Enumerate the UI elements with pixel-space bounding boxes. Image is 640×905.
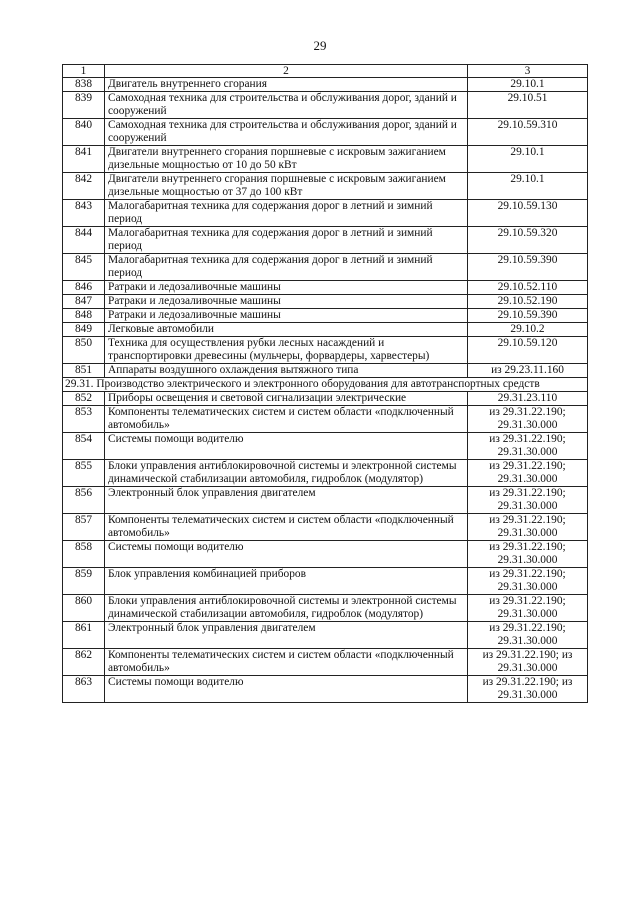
row-name: Ратраки и ледозаливочные машины <box>105 295 468 309</box>
table-row <box>63 487 588 514</box>
row-name: Аппараты воздушного охлаждения вытяжного типа <box>105 364 468 378</box>
table-row <box>63 406 588 433</box>
row-number: 851 <box>63 364 105 378</box>
row-code: 29.10.59.310 <box>468 119 588 146</box>
row-name: Малогабаритная техника для содержания дорог в летний и зимний период <box>105 200 468 227</box>
row-name: Компоненты телематических систем и систем области «подключенный автомобиль» <box>105 514 468 541</box>
row-number: 841 <box>63 146 105 173</box>
table-row <box>63 173 588 200</box>
column-header-name: 2 <box>105 65 468 78</box>
row-number: 849 <box>63 323 105 337</box>
row-number: 843 <box>63 200 105 227</box>
row-number: 845 <box>63 254 105 281</box>
row-number: 847 <box>63 295 105 309</box>
row-number: 848 <box>63 309 105 323</box>
row-code: 29.10.1 <box>468 146 588 173</box>
row-number: 842 <box>63 173 105 200</box>
table-header-row <box>63 65 588 78</box>
row-name: Системы помощи водителю <box>105 676 468 703</box>
table-row <box>63 92 588 119</box>
row-name: Техника для осуществления рубки лесных насаждений и транспортировки древесины (мульчеры, форвардеры, харвестеры) <box>105 337 468 364</box>
row-code: 29.10.51 <box>468 92 588 119</box>
row-code: из 29.31.22.190; 29.31.30.000 <box>468 487 588 514</box>
table-row <box>63 622 588 649</box>
row-code: из 29.31.22.190; 29.31.30.000 <box>468 406 588 433</box>
row-code: 29.10.59.390 <box>468 309 588 323</box>
row-code: 29.10.59.320 <box>468 227 588 254</box>
row-number: 857 <box>63 514 105 541</box>
row-code: 29.10.59.390 <box>468 254 588 281</box>
table-row <box>63 364 588 378</box>
table-row <box>63 119 588 146</box>
row-code: 29.10.52.190 <box>468 295 588 309</box>
row-number: 850 <box>63 337 105 364</box>
row-number: 852 <box>63 392 105 406</box>
row-name: Компоненты телематических систем и систем области «подключенный автомобиль» <box>105 649 468 676</box>
row-number: 840 <box>63 119 105 146</box>
table-row <box>63 568 588 595</box>
row-number: 844 <box>63 227 105 254</box>
row-number: 860 <box>63 595 105 622</box>
row-name: Блок управления комбинацией приборов <box>105 568 468 595</box>
row-code: из 29.23.11.160 <box>468 364 588 378</box>
table-row <box>63 78 588 92</box>
row-name: Двигатель внутреннего сгорания <box>105 78 468 92</box>
table-row <box>63 460 588 487</box>
row-code: 29.10.59.120 <box>468 337 588 364</box>
row-code: 29.10.59.130 <box>468 200 588 227</box>
row-name: Самоходная техника для строительства и обслуживания дорог, зданий и сооружений <box>105 119 468 146</box>
row-code: из 29.31.22.190; 29.31.30.000 <box>468 622 588 649</box>
row-name: Электронный блок управления двигателем <box>105 487 468 514</box>
table-row <box>63 295 588 309</box>
row-number: 863 <box>63 676 105 703</box>
page-number: 29 <box>313 38 327 53</box>
table-row <box>63 200 588 227</box>
row-name: Малогабаритная техника для содержания дорог в летний и зимний период <box>105 227 468 254</box>
row-code: 29.10.52.110 <box>468 281 588 295</box>
table-row <box>63 676 588 703</box>
table-row <box>63 227 588 254</box>
row-name: Ратраки и ледозаливочные машины <box>105 309 468 323</box>
row-code: 29.10.2 <box>468 323 588 337</box>
row-number: 862 <box>63 649 105 676</box>
column-header-number: 1 <box>63 65 105 78</box>
row-name: Двигатели внутреннего сгорания поршневые с искровым зажиганием дизельные мощностью от 10 до 50 кВт <box>105 146 468 173</box>
row-name: Электронный блок управления двигателем <box>105 622 468 649</box>
row-number: 855 <box>63 460 105 487</box>
row-code: из 29.31.22.190; 29.31.30.000 <box>468 595 588 622</box>
table-row <box>63 309 588 323</box>
row-name: Блоки управления антиблокировочной системы и электронной системы динамической стабилизации автомобиля, гидроблок (модулятор) <box>105 460 468 487</box>
row-number: 858 <box>63 541 105 568</box>
row-code: из 29.31.22.190; 29.31.30.000 <box>468 433 588 460</box>
row-number: 856 <box>63 487 105 514</box>
row-number: 861 <box>63 622 105 649</box>
row-code: из 29.31.22.190; 29.31.30.000 <box>468 460 588 487</box>
row-name: Малогабаритная техника для содержания дорог в летний и зимний период <box>105 254 468 281</box>
row-code: 29.10.1 <box>468 78 588 92</box>
row-name: Блоки управления антиблокировочной системы и электронной системы динамической стабилизации автомобиля, гидроблок (модулятор) <box>105 595 468 622</box>
row-code: из 29.31.22.190; из 29.31.30.000 <box>468 676 588 703</box>
column-header-code: 3 <box>468 65 588 78</box>
row-code: 29.31.23.110 <box>468 392 588 406</box>
row-code: из 29.31.22.190; 29.31.30.000 <box>468 514 588 541</box>
row-number: 846 <box>63 281 105 295</box>
row-code: 29.10.1 <box>468 173 588 200</box>
table-row <box>63 281 588 295</box>
table-row <box>63 541 588 568</box>
section-row <box>63 378 588 392</box>
table-row <box>63 433 588 460</box>
table-row <box>63 146 588 173</box>
table-row <box>63 595 588 622</box>
table-row <box>63 337 588 364</box>
row-code: из 29.31.22.190; из 29.31.30.000 <box>468 649 588 676</box>
table-row <box>63 514 588 541</box>
row-name: Системы помощи водителю <box>105 541 468 568</box>
codes-table <box>62 64 588 703</box>
row-number: 853 <box>63 406 105 433</box>
row-number: 839 <box>63 92 105 119</box>
row-name: Самоходная техника для строительства и обслуживания дорог, зданий и сооружений <box>105 92 468 119</box>
table-row <box>63 649 588 676</box>
table-row <box>63 254 588 281</box>
row-number: 854 <box>63 433 105 460</box>
row-number: 838 <box>63 78 105 92</box>
row-name: Компоненты телематических систем и систем области «подключенный автомобиль» <box>105 406 468 433</box>
row-number: 859 <box>63 568 105 595</box>
row-name: Ратраки и ледозаливочные машины <box>105 281 468 295</box>
row-name: Системы помощи водителю <box>105 433 468 460</box>
table-row <box>63 323 588 337</box>
section-heading: 29.31. Производство электрического и электронного оборудования для автотранспортных средств <box>63 378 588 392</box>
table-row <box>63 392 588 406</box>
row-code: из 29.31.22.190; 29.31.30.000 <box>468 568 588 595</box>
row-name: Легковые автомобили <box>105 323 468 337</box>
row-name: Приборы освещения и световой сигнализации электрические <box>105 392 468 406</box>
row-code: из 29.31.22.190; 29.31.30.000 <box>468 541 588 568</box>
row-name: Двигатели внутреннего сгорания поршневые с искровым зажиганием дизельные мощностью от 37 до 100 кВт <box>105 173 468 200</box>
